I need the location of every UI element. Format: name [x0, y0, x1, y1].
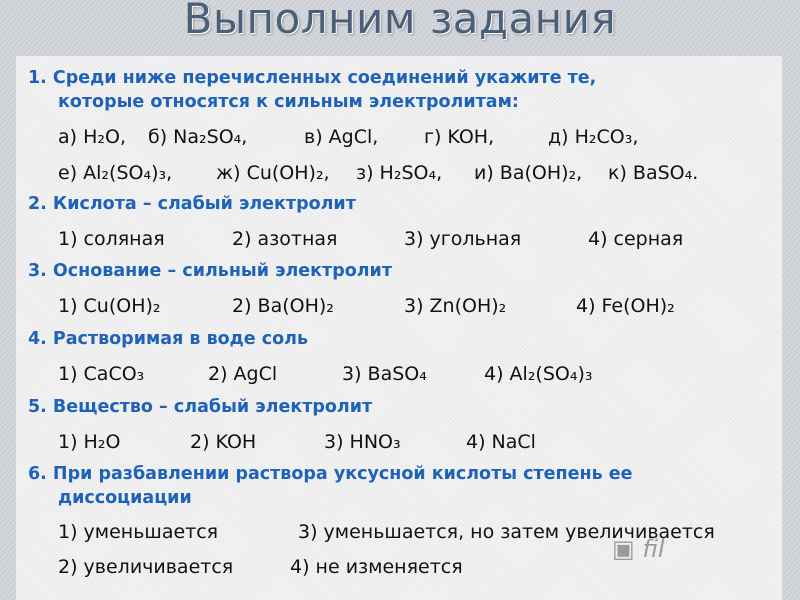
option-item: 1) CaCO₃ [58, 363, 145, 385]
option-item: 1) Cu(OH)₂ [58, 295, 161, 317]
question-1 [28, 66, 596, 114]
option-item: б) Na₂SO₄, [148, 126, 248, 148]
question-6 [28, 462, 632, 510]
option-item: к) BaSO₄. [608, 162, 699, 184]
option-item: 4) Al₂(SO₄)₃ [484, 363, 593, 385]
option-item: 2) Ba(OH)₂ [232, 295, 334, 317]
option-item: и) Ba(OH)₂, [474, 162, 583, 184]
option-item: 4) NaCl [466, 431, 536, 453]
option-item: ж) Cu(OH)₂, [216, 162, 330, 184]
option-item: д) H₂CO₃, [548, 126, 639, 148]
option-item: 3) угольная [404, 228, 522, 250]
option-item: 3) Zn(OH)₂ [404, 295, 507, 317]
option-item: 1) соляная [58, 228, 165, 250]
option-item: з) H₂SO₄, [356, 162, 443, 184]
watermark-text: fil [642, 535, 665, 563]
option-item: 4) Fe(OH)₂ [576, 295, 675, 317]
question-2: 2. Кислота – слабый электролит [28, 194, 356, 214]
option-item: 4) не изменяется [290, 556, 463, 578]
option-item: а) H₂O, [58, 126, 126, 148]
question-4: 4. Растворимая в воде соль [28, 329, 309, 349]
option-item: 2) KOH [190, 431, 257, 453]
question-6-line-1: 6. При разбавлении раствора уксусной кислоты степень ее [28, 464, 633, 484]
option-item: г) KOH, [424, 126, 495, 148]
question-1-line-2: которые относятся к сильным электролитам: [58, 92, 519, 112]
question-1-line-1: 1. Среди ниже перечисленных соединений укажите те, [28, 68, 597, 88]
option-item: 2) увеличивается [58, 556, 234, 578]
option-item: 4) серная [588, 228, 684, 250]
option-item: в) AgCl, [304, 126, 379, 148]
option-item: 2) азотная [232, 228, 338, 250]
option-item: е) Al₂(SO₄)₃, [58, 162, 173, 184]
watermark-logo [612, 535, 665, 563]
option-item: 3) HNO₃ [324, 431, 401, 453]
slide-title: Выполним задания [183, 0, 617, 43]
question-3: 3. Основание – сильный электролит [28, 261, 392, 281]
watermark-icon: ▣ [612, 535, 635, 563]
question-6-line-2: диссоциации [58, 488, 192, 508]
option-item: 3) BaSO₄ [342, 363, 427, 385]
option-item: 1) уменьшается [58, 521, 219, 543]
option-item: 3) уменьшается, но затем увеличивается [298, 521, 715, 543]
question-5: 5. Вещество – слабый электролит [28, 397, 373, 417]
option-item: 2) AgCl [208, 363, 278, 385]
option-item: 1) H₂O [58, 431, 121, 453]
